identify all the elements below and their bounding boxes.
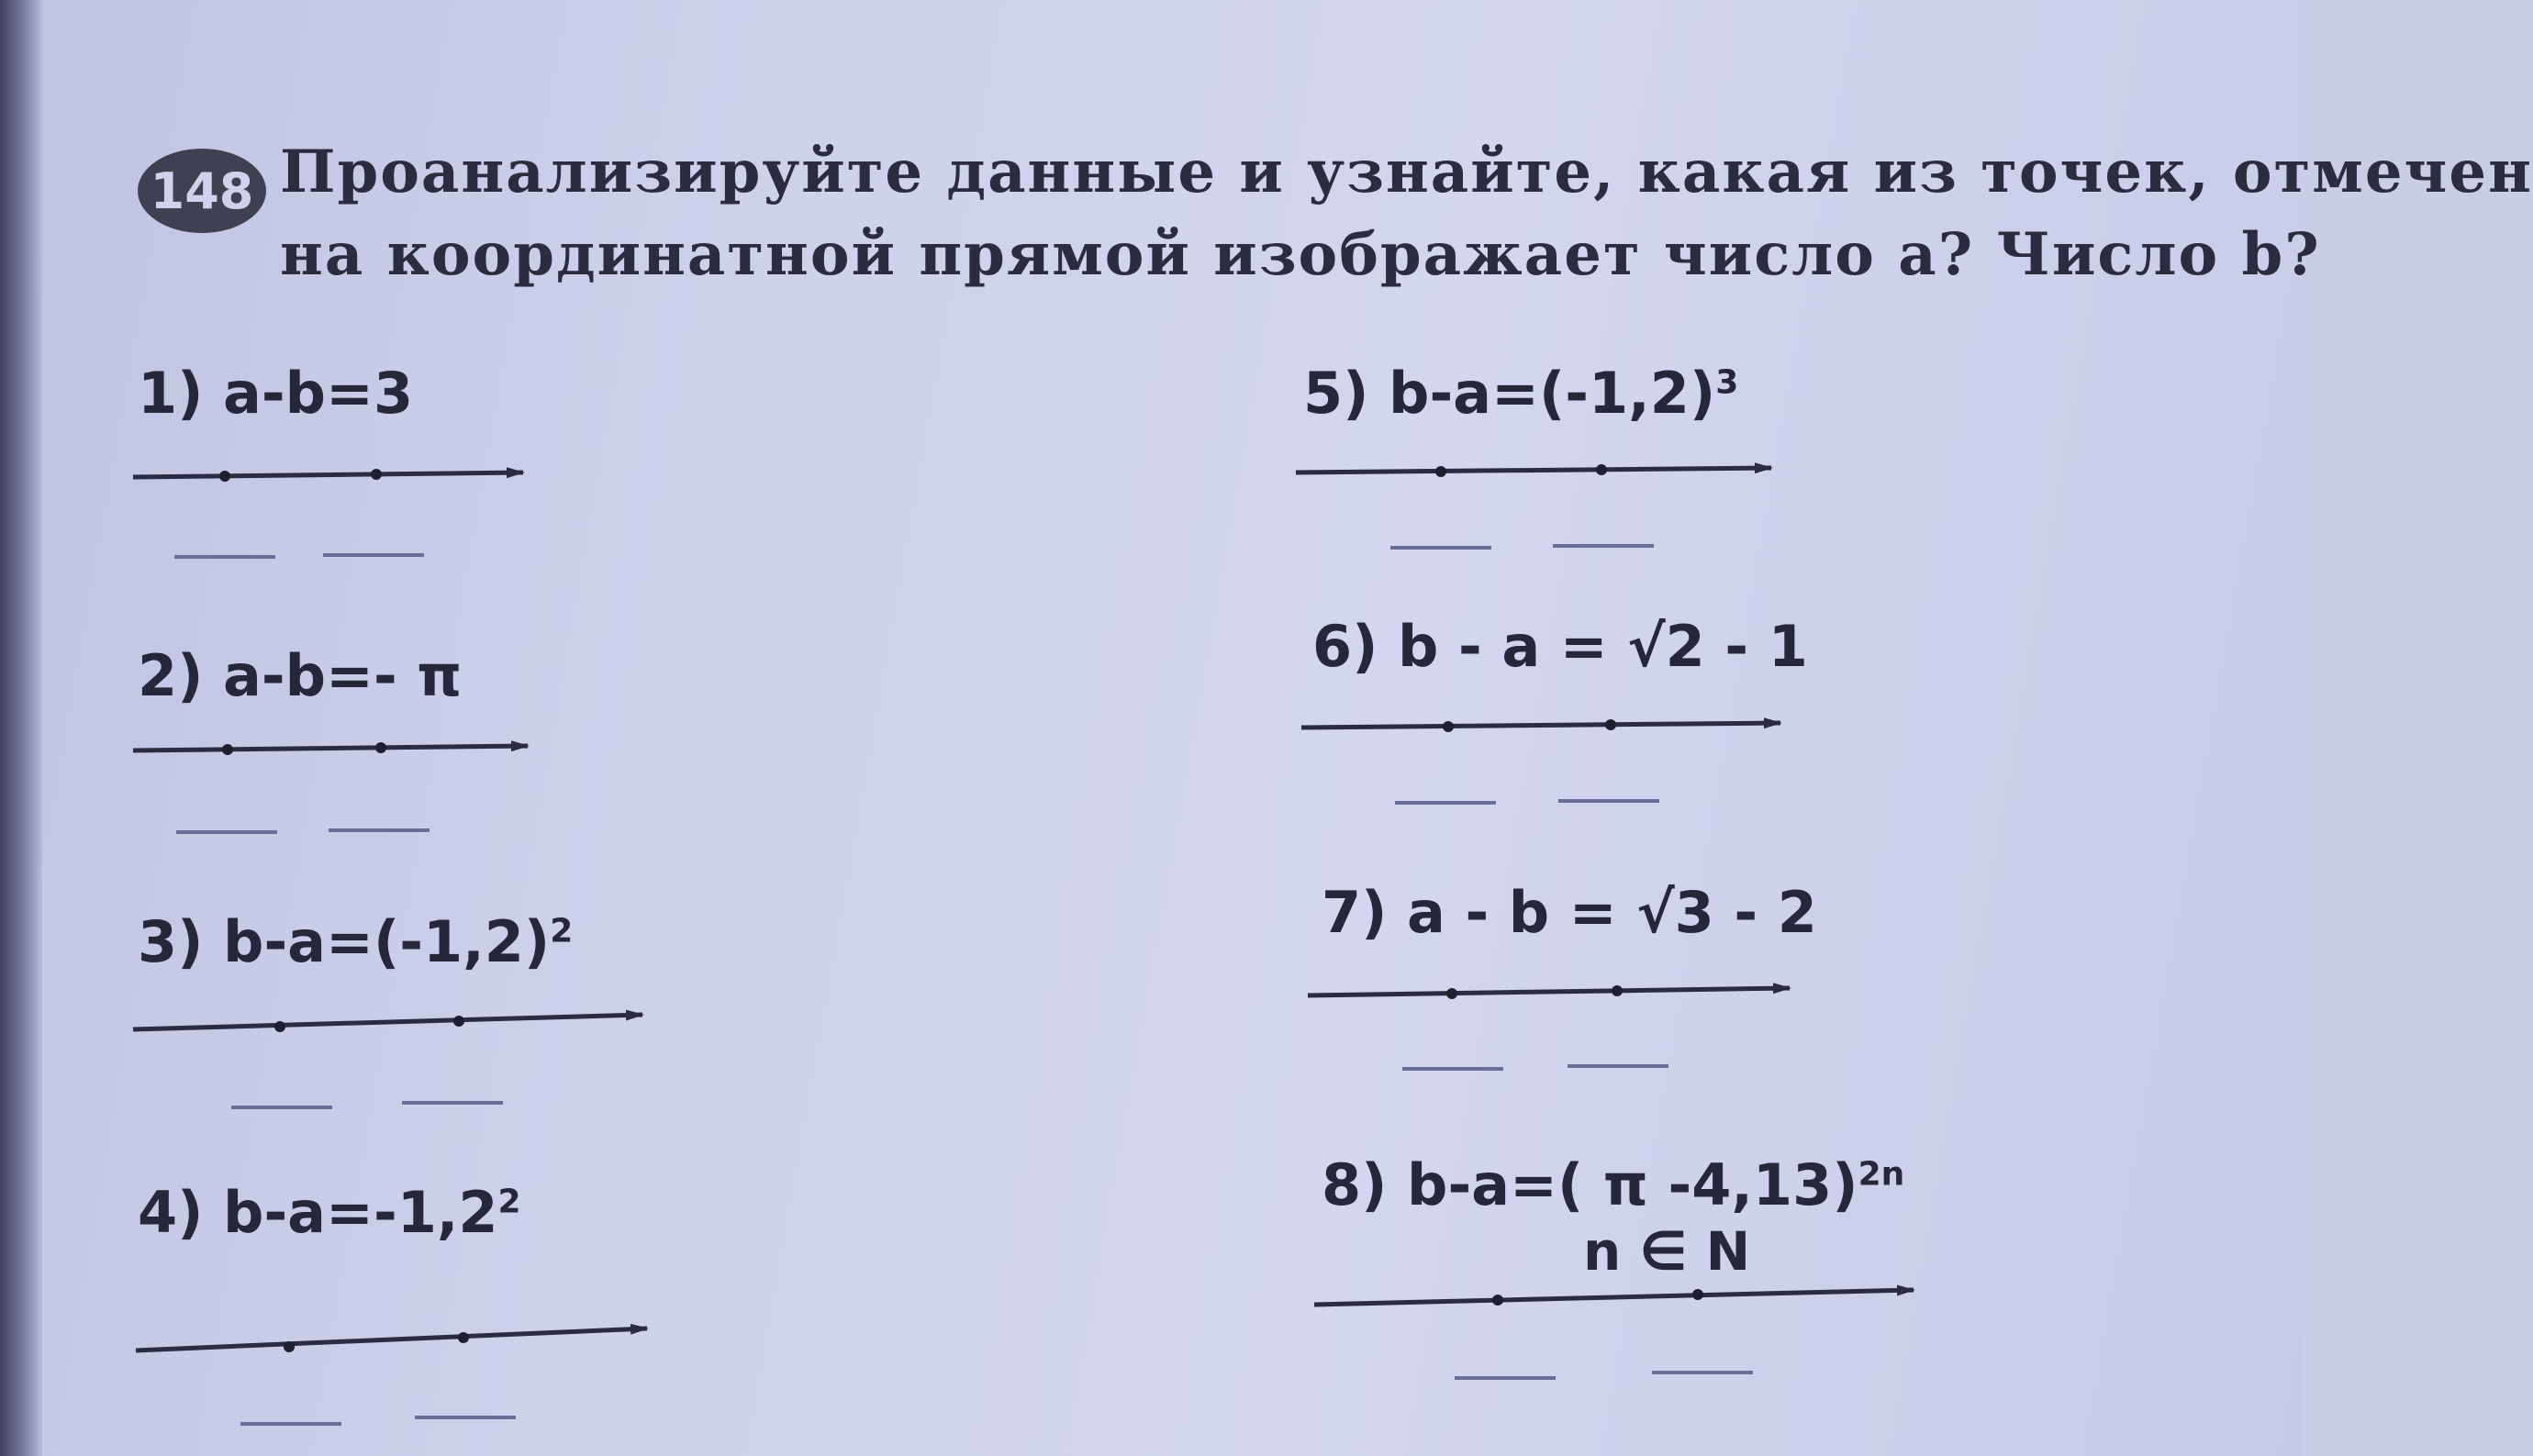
task-heading-line-2: на координатной прямой изображает число a? Число b? <box>280 220 2321 289</box>
problem-3-label: 3) $b-a=(-1,2)^2$ <box>138 908 574 975</box>
answer-blank-8a[interactable] <box>1455 1376 1556 1380</box>
answer-blank-4b[interactable] <box>415 1416 516 1419</box>
problem-8-label: 8) b-a=( π -4,13)$^{2n}$ <box>1322 1151 1905 1218</box>
point-1-right <box>371 469 382 480</box>
answer-blank-3a[interactable] <box>231 1106 332 1109</box>
point-4-right <box>458 1332 469 1343</box>
answer-blank-4a[interactable] <box>240 1422 341 1426</box>
answer-blank-7a[interactable] <box>1402 1067 1503 1071</box>
answer-blank-6b[interactable] <box>1558 799 1659 803</box>
problem-8-exponent: 2n <box>1858 1155 1905 1194</box>
task-heading-line-1: Проанализируйте данные и узнайте, какая из точек, отмечен <box>280 138 2533 206</box>
point-3-left <box>274 1021 285 1032</box>
point-7-right <box>1612 985 1623 996</box>
answer-blank-1b[interactable] <box>323 553 424 557</box>
problem-7-label: 7) a - b = √3 - 2 <box>1322 879 1817 946</box>
number-line-8 <box>1314 1290 1914 1305</box>
problem-5-label: 5) $b-a=(-1,2)^3$ <box>1303 360 1739 427</box>
point-5-right <box>1596 464 1607 475</box>
problem-5-exponent: 3 <box>1715 363 1739 402</box>
problem-2-label: 2) a-b=- π <box>138 642 463 709</box>
point-6-right <box>1605 719 1616 730</box>
answer-blank-2b[interactable] <box>329 828 430 832</box>
answer-blank-3b[interactable] <box>402 1101 503 1105</box>
number-line-5 <box>1296 468 1771 472</box>
problem-4-label: 4) $b-a=-1,2^2$ <box>138 1179 521 1246</box>
point-5-left <box>1435 466 1446 477</box>
number-line-6 <box>1301 723 1780 728</box>
point-8-left <box>1492 1295 1503 1306</box>
point-2-left <box>222 744 233 755</box>
point-6-left <box>1443 721 1454 732</box>
problem-8-condition: n ∈ N <box>1583 1220 1751 1283</box>
problem-1-label: 1) a-b=3 <box>138 360 414 427</box>
answer-blank-2a[interactable] <box>176 830 277 834</box>
point-1-left <box>219 471 230 482</box>
point-7-left <box>1446 988 1457 999</box>
problem-4-exponent: 2 <box>497 1183 521 1221</box>
task-number-badge: 148 <box>138 149 266 233</box>
point-3-right <box>453 1016 464 1027</box>
number-line-2 <box>133 746 528 750</box>
answer-blank-7b[interactable] <box>1568 1064 1668 1068</box>
number-line-1 <box>133 472 523 477</box>
point-8-right <box>1692 1289 1703 1300</box>
point-4-left <box>284 1341 295 1352</box>
point-2-right <box>375 742 386 753</box>
answer-blank-5a[interactable] <box>1390 546 1491 550</box>
number-line-3 <box>133 1015 642 1029</box>
problem-6-label: 6) b - a = √2 - 1 <box>1312 613 1808 680</box>
answer-blank-1a[interactable] <box>174 555 275 559</box>
answer-blank-5b[interactable] <box>1553 544 1654 548</box>
number-line-7 <box>1308 988 1790 995</box>
number-line-4 <box>136 1328 647 1350</box>
answer-blank-6a[interactable] <box>1395 801 1496 805</box>
answer-blank-8b[interactable] <box>1652 1371 1753 1374</box>
problem-3-exponent: 2 <box>550 912 574 950</box>
